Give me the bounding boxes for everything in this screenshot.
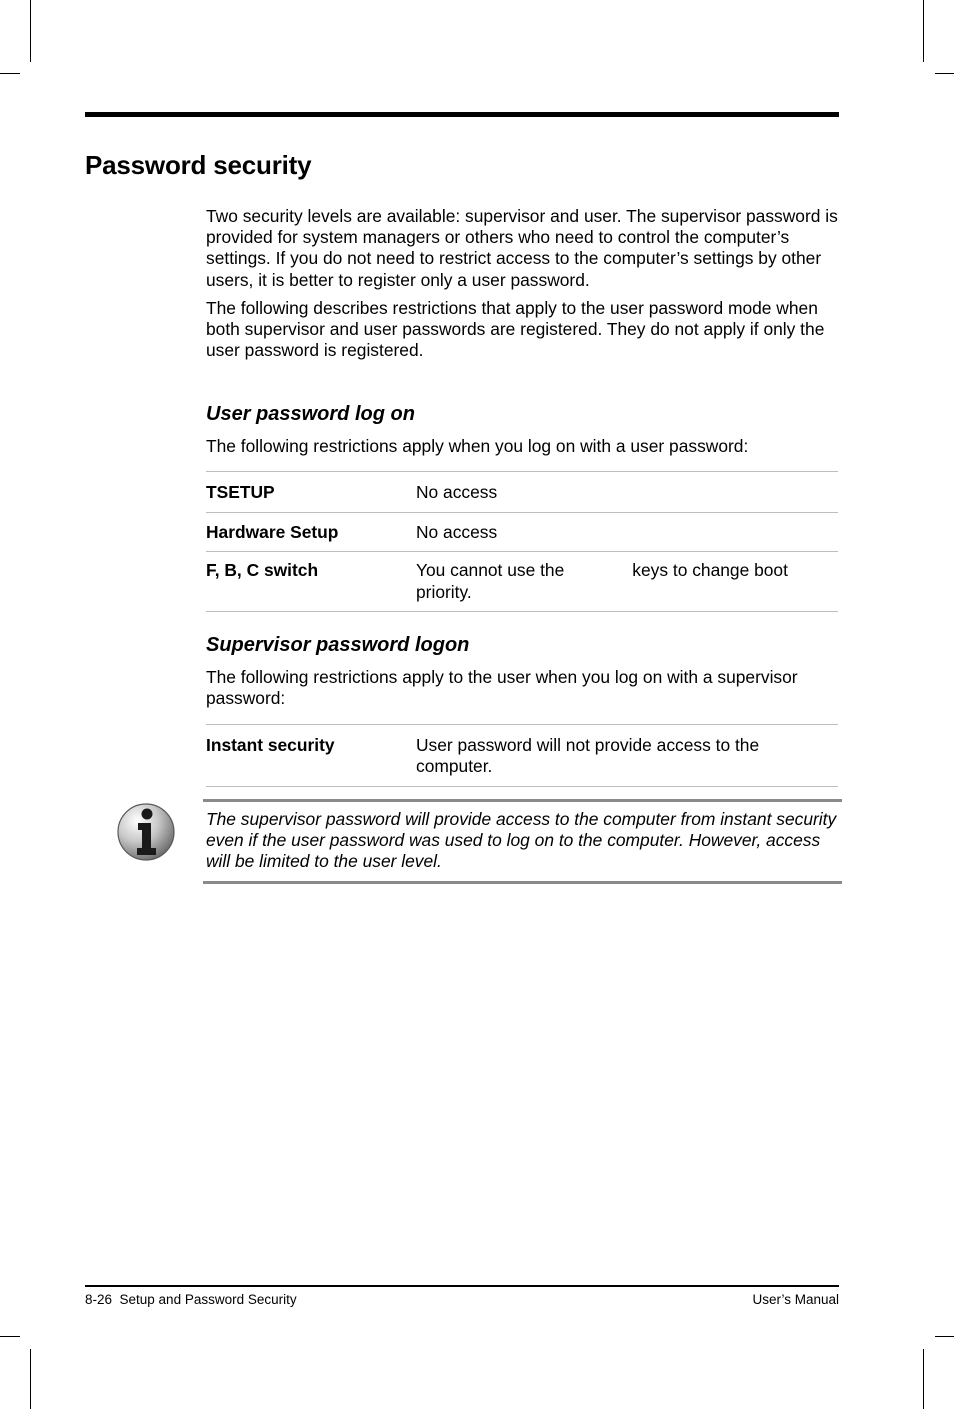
table-term: Instant security [206,735,335,755]
intro-section [206,206,840,361]
footer-rule [85,1285,839,1287]
user-restrictions-table [206,471,838,612]
crop-mark [935,1336,954,1337]
section-intro: The following restrictions apply when you log on with a user password: [206,436,749,456]
top-rule [85,112,839,117]
section-heading: User password log on [206,403,415,425]
table-definition: No access [416,522,498,543]
user-section-header [206,401,840,457]
intro-paragraph: The following describes restrictions that apply to the user password mode when both supervisor and user passwords are registered. They do not apply if only the user password is registered. [206,297,825,361]
table-row [206,552,838,611]
note-text: The supervisor password will provide access to the computer from instant security even if the user password was used to log on to the computer. However, access will be limited to the user level. [206,809,837,872]
table-term: F, B, C switch [206,560,319,581]
note-box [203,799,842,884]
table-term: TSETUP [206,482,275,502]
crop-mark [0,1336,20,1337]
supervisor-section-header [206,632,840,709]
table-row [206,513,838,552]
table-term: Hardware Setup [206,522,339,543]
supervisor-restrictions-table [206,724,838,787]
crop-mark [30,0,31,62]
crop-mark [30,1349,31,1409]
crop-mark [0,73,20,74]
table-row [206,472,838,513]
page-title: Password security [85,150,312,180]
section-intro: The following restrictions apply to the user when you log on with a supervisor password: [206,667,798,709]
table-row [206,725,838,787]
crop-mark [923,0,924,62]
table-definition [416,560,838,602]
info-icon [116,802,176,862]
footer-page-label: 8-26 Setup and Password Security [85,1292,297,1307]
table-definition: No access [416,482,498,502]
intro-paragraph: Two security levels are available: supervisor and user. The supervisor password is provided for system managers or others who need to control the computer’s settings. If you do not need to restrict access to the computer’s settings by other users, it is better to register only a user password. [206,206,838,290]
crop-mark [935,73,954,74]
definition-text: You cannot use the [416,560,565,581]
table-definition: User password will not provide access to the computer. [416,735,760,777]
crop-mark [923,1349,924,1409]
footer-manual-label: User’s Manual [752,1292,839,1307]
section-heading: Supervisor password logon [206,634,470,656]
definition-text: keys to change boot priority. [416,560,788,602]
